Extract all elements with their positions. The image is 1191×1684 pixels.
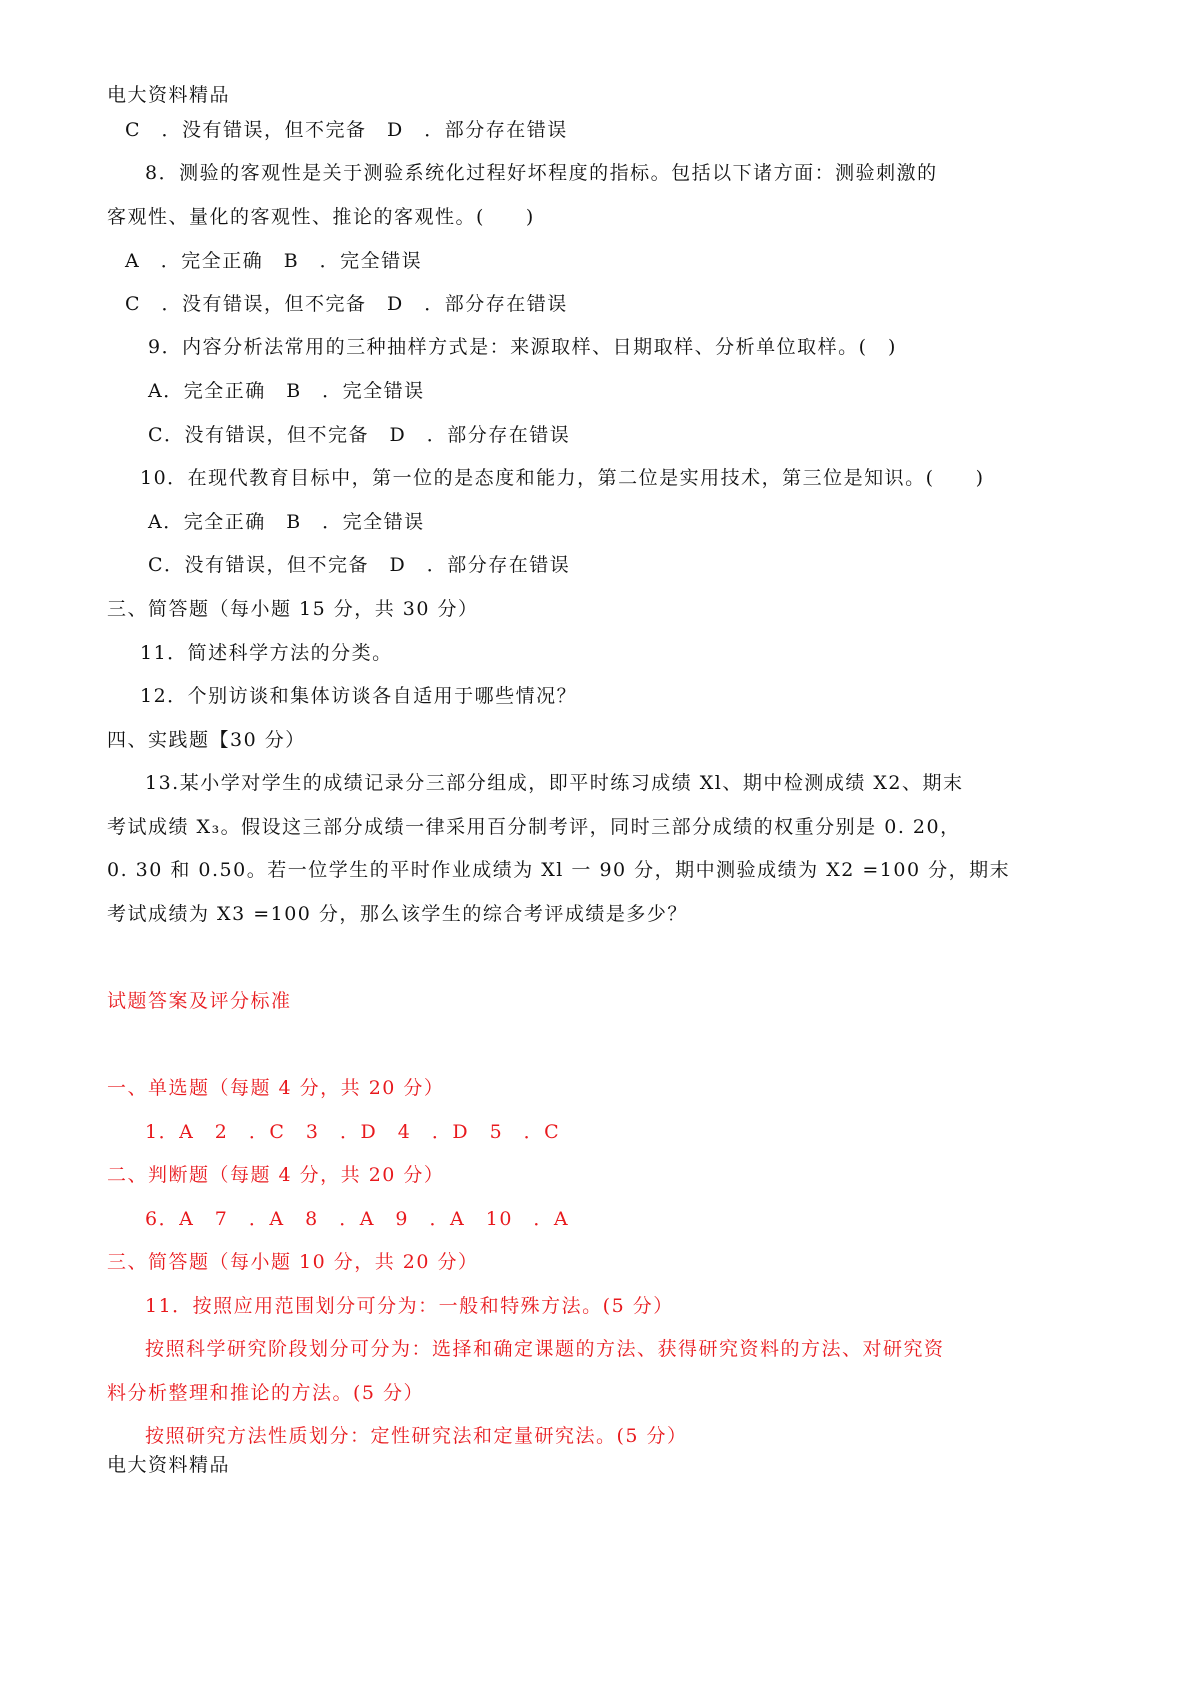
q9-options-cd: C．没有错误，但不完备 D ．部分存在错误 xyxy=(148,424,571,446)
section4-heading: 四、实践题【30 分） xyxy=(107,729,306,751)
page-header: 电大资料精品 xyxy=(107,84,231,106)
answers-s1-list: 1．A 2 ．C 3 ．D 4 ．D 5 ．C xyxy=(145,1121,561,1143)
q13-line2: 考试成绩 X₃。假设这三部分成绩一律采用百分制考评，同时三部分成绩的权重分别是 0. 20， xyxy=(107,816,961,838)
q10-options-cd: C．没有错误，但不完备 D ．部分存在错误 xyxy=(148,554,571,576)
q10-stem: 10．在现代教育目标中，第一位的是态度和能力，第二位是实用技术，第三位是知识。( ) xyxy=(140,467,985,489)
answers-title: 试题答案及评分标准 xyxy=(107,990,292,1012)
answer-11-line4: 按照研究方法性质划分：定性研究法和定量研究法。(5 分） xyxy=(145,1425,688,1447)
answers-s2-list: 6．A 7 ．A 8 ．A 9 ．A 10 ．A xyxy=(145,1208,570,1230)
answer-11-line2: 按照科学研究阶段划分可分为：选择和确定课题的方法、获得研究资料的方法、对研究资 xyxy=(145,1338,945,1360)
answer-11-line3: 料分析整理和推论的方法。(5 分） xyxy=(107,1382,425,1404)
q11-stem: 11．简述科学方法的分类。 xyxy=(140,642,393,664)
page-footer: 电大资料精品 xyxy=(107,1454,231,1476)
q8-options-ab: A ．完全正确 B ．完全错误 xyxy=(125,250,423,272)
q8-stem-line1: 8．测验的客观性是关于测验系统化过程好坏程度的指标。包括以下诸方面：测验刺激的 xyxy=(145,162,938,184)
answer-11-line1: 11．按照应用范围划分可分为：一般和特殊方法。(5 分） xyxy=(145,1295,674,1317)
q9-options-ab: A．完全正确 B ．完全错误 xyxy=(148,380,425,402)
q8-options-cd: C ．没有错误，但不完备 D ．部分存在错误 xyxy=(125,293,568,315)
section3-heading: 三、简答题（每小题 15 分，共 30 分） xyxy=(107,598,479,620)
q13-line3: 0. 30 和 0.50。若一位学生的平时作业成绩为 Xl 一 90 分，期中测验成绩为 X2 =100 分，期末 xyxy=(107,859,1011,881)
answers-s1-heading: 一、单选题（每题 4 分，共 20 分） xyxy=(107,1077,445,1099)
q13-line4: 考试成绩为 X3 =100 分，那么该学生的综合考评成绩是多少？ xyxy=(107,903,688,925)
answers-s3-heading: 三、简答题（每小题 10 分，共 20 分） xyxy=(107,1251,479,1273)
answers-s2-heading: 二、判断题（每题 4 分，共 20 分） xyxy=(107,1164,445,1186)
q7-options-cd: C ．没有错误，但不完备 D ．部分存在错误 xyxy=(125,119,568,141)
q12-stem: 12．个别访谈和集体访谈各自适用于哪些情况？ xyxy=(140,685,578,707)
q13-line1: 13.某小学对学生的成绩记录分三部分组成，即平时练习成绩 Xl、期中检测成绩 X2、期末 xyxy=(145,772,964,794)
q10-options-ab: A．完全正确 B ．完全错误 xyxy=(148,511,425,533)
q8-stem-line2: 客观性、量化的客观性、推论的客观性。( ) xyxy=(107,206,535,228)
q9-stem: 9．内容分析法常用的三种抽样方式是：来源取样、日期取样、分析单位取样。( ) xyxy=(148,336,897,358)
